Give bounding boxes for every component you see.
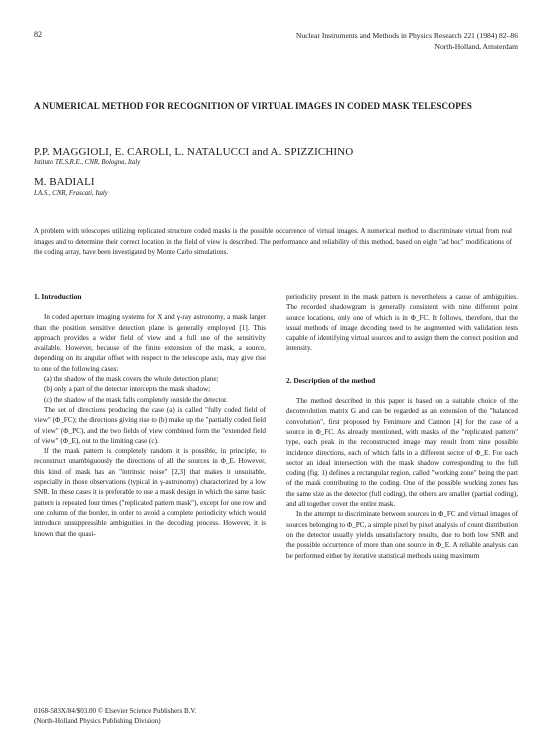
abstract: A problem with telescopes utilizing replicated structure coded masks is the possible occurrence of virtual images. A numerical method to discriminate virtual from real images and to determine their correct location in the field of view is described. The performance and reliability of this method, based on eight "ad hoc" modifications of the coding array, have been investigated by Monte Carlo simulations. — [34, 227, 512, 257]
intro-paragraph-continued: periodicity present in the mask pattern is nevertheless a cause of ambiguities. The recorded shadowgram is generally consistent with nine different point source locations, only one of which is in Φ_FC. It follows, therefore, that the usual methods of image decoding need to be augmented with validation tests capable of identifying virtual sources and to assign them the correct position and intensity. — [286, 293, 518, 353]
author-list-primary: P.P. MAGGIOLI, E. CAROLI, L. NATALUCCI and A. SPIZZICHINO — [34, 146, 354, 158]
journal-reference — [296, 30, 518, 52]
intro-paragraph-2: The set of directions producing the case (a) is called "fully coded field of view" (Φ_FC); the directions giving rise to (b) make up the "partially coded field of view" (Φ_PC), and the two fields of view combined form the "extended field of view" (Φ_E), out to the limiting case (c). — [34, 405, 266, 445]
section-heading-introduction: 1. Introduction — [34, 292, 82, 301]
left-column — [34, 292, 266, 539]
case-a: (a) the shadow of the mask covers the whole detection plane; — [44, 375, 219, 384]
author-list-secondary: M. BADIALI — [34, 176, 95, 188]
affiliation-secondary: I.A.S., CNR, Frascati, Italy — [34, 190, 108, 197]
affiliation-primary: Istituto TE.S.R.E., CNR, Bologna, Italy — [34, 159, 141, 166]
intro-paragraph-3: If the mask pattern is completely random it is possible, in principle, to reconstruct unambiguously the directions of all the sources in Φ_E. However, this kind of mask has an "intrinsic noise" [2,3] that makes it unsuitable, especially in those observations (typical in γ-astronomy) characterized by a low SNR. In these cases it is preferable to use a mask design in which the same basic pattern is repeated four times ("replicated pattern mask"), except for one row and one column of the border, in order to avoid a complete periodicity which would introduce unsuppressible ambiguities in the decoding process. However, it is known that the quasi- — [34, 447, 266, 538]
section-heading-method: 2. Description of the method — [286, 375, 376, 385]
method-paragraph-2: In the attempt to discriminate between sources in Φ_FC and virtual images of sources belonging to Φ_PC, a simple pixel by pixel analysis of count distribution on the detector usually yields unsatisfactory results, due to both low SNR and the possible occurrence of more than one source in Φ_E. A reliable analysis can be performed either by iterative statistical methods using maximum — [286, 510, 518, 560]
publisher-division: (North-Holland Physics Publishing Division) — [34, 717, 161, 725]
intro-paragraph-1: In coded aperture imaging systems for X and γ-ray astronomy, a mask larger than the position sensitive detection plane is generally employed [1]. This approach provides a wider field of view and a full use of the sensitivity available. However, because of the finite extension of the mask, a source, depending on its angular offset with respect to the telescope axis, may give rise to one of the following cases: — [34, 313, 266, 373]
copyright-line: 0168-583X/84/$03.00 © Elsevier Science Publishers B.V. — [34, 707, 197, 715]
article-title: A NUMERICAL METHOD FOR RECOGNITION OF VIRTUAL IMAGES IN CODED MASK TELESCOPES — [34, 101, 473, 111]
journal-citation: Nuclear Instruments and Methods in Physics Research 221 (1984) 82–86 — [295, 31, 518, 40]
case-c: (c) the shadow of the mask falls completely outside the detector. — [44, 395, 228, 404]
right-column — [286, 292, 518, 561]
page-number: 82 — [34, 30, 42, 39]
method-paragraph-1: The method described in this paper is based on a suitable choice of the deconvolution matrix G and can be regarded as an extension of the "balanced convolution", first proposed by Fenimore and Cannon [4] for the case of a source in Φ_FC. As already mentioned, with masks of the "replicated pattern" type, each peak in the reconstructed image may result from nine possible incidence directions, each of which falls in a different sector of Φ_E. For each sector an ideal intersection with the mask shadow corresponding to the full coding (fig. 1) defines a rectangular region, called "working zone" being the part of the mask contributing to the coding. One of the possible working zones has the same size as the detector (full coding), the others are smaller (partial coding), and all together cover the entire mask. — [286, 397, 518, 509]
case-b: (b) only a part of the detector intercepts the mask shadow; — [44, 385, 211, 394]
copyright-footer — [34, 706, 196, 726]
publisher-location: North-Holland, Amsterdam — [434, 42, 518, 51]
